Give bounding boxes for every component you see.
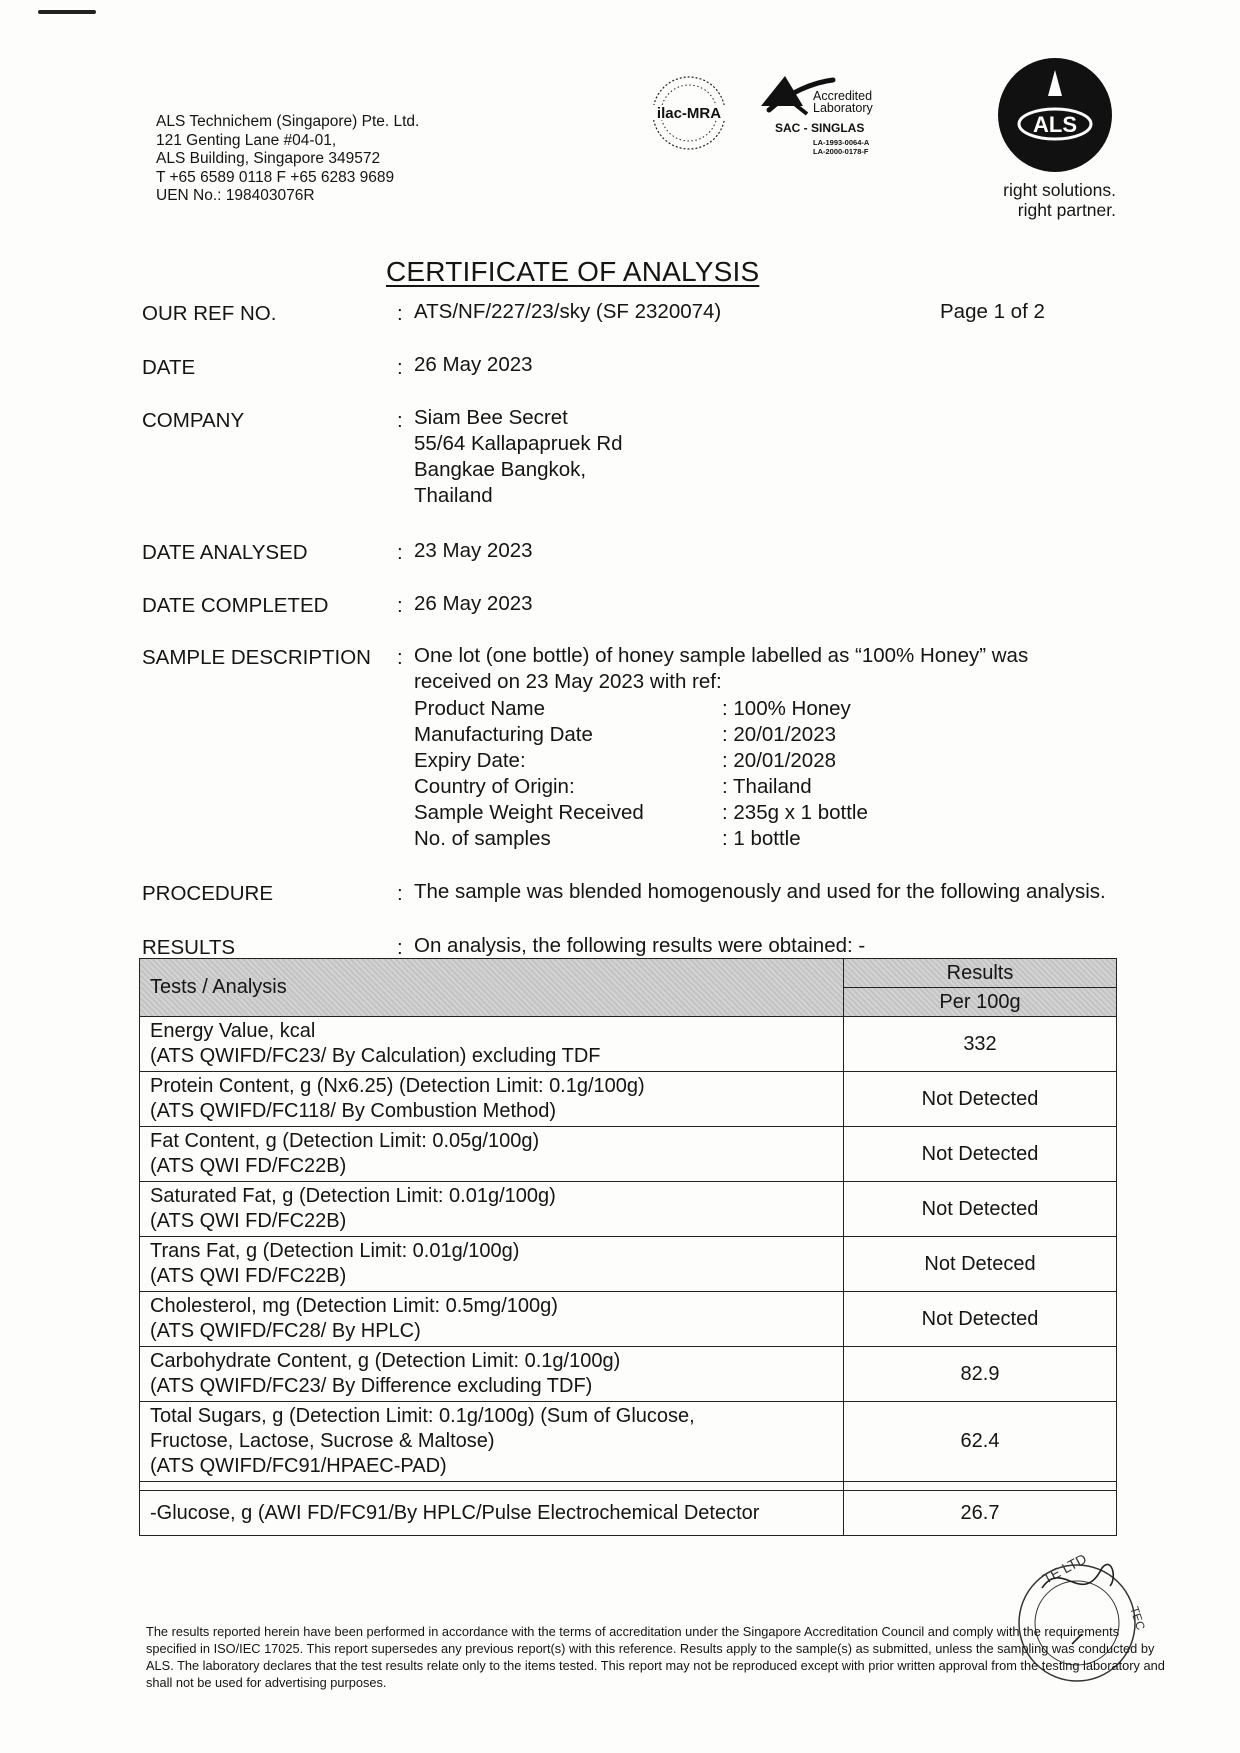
stamp-arc-text: TE LTD <box>1039 1550 1090 1587</box>
product-detail-value: : 235g x 1 bottle <box>722 801 868 824</box>
product-detail-value: : Thailand <box>722 775 812 798</box>
footer-disclaimer: The results reported herein have been performed in accordance with the terms of accreditation under the Singapore Accreditation Council and comply with the requirements specified in ISO/IEC 17025. This report supersedes any previous report(s) with this reference. Results apply to the sample(s) as submitted, unless the sampling was conducted by ALS. The laboratory declares that the test results relate only to the items tested. This report may not be reproduced except with prior written approval from the testing laboratory and shall not be used for advertising purposes. <box>146 1624 1165 1690</box>
table-spacer-row <box>140 1482 1117 1491</box>
results-label: RESULTS <box>142 936 236 959</box>
product-detail-key: Country of Origin: <box>414 775 575 798</box>
sac-code-1: LA-1993-0064-A <box>813 138 870 147</box>
header-per-100g: Per 100g <box>844 988 1117 1017</box>
company-value <box>414 405 623 509</box>
test-line: (ATS QWIFD/FC118/ By Combustion Method) <box>150 1100 557 1122</box>
test-result: Not Detected <box>844 1072 1117 1127</box>
test-name <box>140 1072 844 1127</box>
tagline-line-2: right partner. <box>1017 200 1116 220</box>
header-tests-analysis: Tests / Analysis <box>140 959 844 1017</box>
table-row <box>140 1237 1117 1292</box>
test-name <box>140 1182 844 1237</box>
product-detail-value: : 1 bottle <box>722 827 801 850</box>
test-line: Fat Content, g (Detection Limit: 0.05g/100g) <box>150 1130 540 1152</box>
test-name <box>140 1237 844 1292</box>
product-detail-key: No. of samples <box>414 827 551 850</box>
lab-phone-line: T +65 6589 0118 F +65 6283 9689 <box>156 168 395 186</box>
test-name <box>140 1017 844 1072</box>
product-detail-key: Sample Weight Received <box>414 801 644 824</box>
test-line: (ATS QWIFD/FC91/HPAEC-PAD) <box>150 1455 447 1477</box>
date-completed-label: DATE COMPLETED <box>142 594 329 617</box>
table-row <box>140 1402 1117 1482</box>
test-line: Energy Value, kcal <box>150 1020 316 1042</box>
test-line: (ATS QWI FD/FC22B) <box>150 1265 347 1287</box>
date-completed-value: 26 May 2023 <box>414 592 533 615</box>
header-results: Results <box>844 959 1117 988</box>
test-result: Not Detected <box>844 1292 1117 1347</box>
table-row <box>140 1292 1117 1347</box>
table-row <box>140 1017 1117 1072</box>
test-name <box>140 1491 844 1536</box>
results-table <box>139 958 1117 1536</box>
test-line: Total Sugars, g (Detection Limit: 0.1g/100g) (Sum of Glucose, <box>150 1405 695 1427</box>
sample-description-label: SAMPLE DESCRIPTION <box>142 646 371 669</box>
table-row <box>140 1491 1117 1536</box>
table-row <box>140 1347 1117 1402</box>
scan-mark <box>38 10 96 14</box>
date-analysed-value: 23 May 2023 <box>414 539 533 562</box>
colon: : <box>397 882 403 905</box>
page-number: Page 1 of 2 <box>940 300 1045 323</box>
colon: : <box>397 409 403 432</box>
test-line: (ATS QWI FD/FC22B) <box>150 1155 347 1177</box>
test-line: Trans Fat, g (Detection Limit: 0.01g/100g) <box>150 1240 520 1262</box>
certificate-title: CERTIFICATE OF ANALYSIS <box>386 256 760 287</box>
test-result: 26.7 <box>844 1491 1117 1536</box>
results-value: On analysis, the following results were obtained: - <box>414 934 866 957</box>
test-result: Not Deteced <box>844 1237 1117 1292</box>
colon: : <box>397 594 403 617</box>
ilac-mra-logo <box>648 72 730 154</box>
date-label: DATE <box>142 356 196 379</box>
procedure-value: The sample was blended homogenously and used for the following analysis. <box>414 880 1106 903</box>
lab-address-block <box>156 113 419 206</box>
test-line: (ATS QWIFD/FC28/ By HPLC) <box>150 1320 421 1342</box>
test-result: 62.4 <box>844 1402 1117 1482</box>
product-detail-key: Product Name <box>414 697 546 720</box>
our-ref-label: OUR REF NO. <box>142 302 277 325</box>
colon: : <box>397 936 403 959</box>
procedure-label: PROCEDURE <box>142 882 273 905</box>
test-line: Cholesterol, mg (Detection Limit: 0.5mg/100g) <box>150 1295 558 1317</box>
tagline-line-1: right solutions. <box>1003 180 1116 200</box>
table-row <box>140 1182 1117 1237</box>
test-result: Not Detected <box>844 1182 1117 1237</box>
sample-description-line-2: received on 23 May 2023 with ref: <box>414 670 722 693</box>
lab-address-line-1: 121 Genting Lane #04-01, <box>156 131 337 149</box>
ilac-text: ilac-MRA <box>656 105 722 122</box>
test-line: Saturated Fat, g (Detection Limit: 0.01g/100g) <box>150 1185 556 1207</box>
test-line: Carbohydrate Content, g (Detection Limit: 0.1g/100g) <box>150 1350 621 1372</box>
als-logo-text: ALS <box>1033 112 1077 137</box>
sample-description-line-1: One lot (one bottle) of honey sample labelled as “100% Honey” was <box>414 644 1029 667</box>
product-detail-key: Manufacturing Date <box>414 723 593 746</box>
table-row <box>140 1127 1117 1182</box>
test-result: 82.9 <box>844 1347 1117 1402</box>
test-line: Fructose, Lactose, Sucrose & Maltose) <box>150 1430 495 1452</box>
sac-singlas-text: SAC - SINGLAS <box>775 121 865 135</box>
test-line: (ATS QWIFD/FC23/ By Calculation) excluding TDF <box>150 1045 601 1067</box>
colon: : <box>397 646 403 669</box>
test-result: 332 <box>844 1017 1117 1072</box>
als-tagline <box>960 180 1116 220</box>
lab-name: ALS Technichem (Singapore) Pte. Ltd. <box>156 113 420 130</box>
sac-code-2: LA-2000-0178-F <box>813 147 869 156</box>
our-ref-value: ATS/NF/227/23/sky (SF 2320074) <box>414 300 722 323</box>
test-line: -Glucose, g (AWI FD/FC91/By HPLC/Pulse Electrochemical Detector <box>150 1501 760 1524</box>
product-detail-value: : 20/01/2023 <box>722 723 836 746</box>
test-name <box>140 1292 844 1347</box>
test-result: Not Detected <box>844 1127 1117 1182</box>
test-name <box>140 1127 844 1182</box>
lab-address-line-2: ALS Building, Singapore 349572 <box>156 150 381 167</box>
product-detail-key: Expiry Date: <box>414 749 526 772</box>
company-line-3: Bangkae Bangkok, <box>414 458 587 481</box>
test-line: (ATS QWIFD/FC23/ By Difference excluding TDF) <box>150 1375 593 1397</box>
sac-accredited: Accredited <box>813 89 873 103</box>
test-line: Protein Content, g (Nx6.25) (Detection Limit: 0.1g/100g) <box>150 1075 645 1097</box>
colon: : <box>397 356 403 379</box>
product-detail-value: : 20/01/2028 <box>722 749 836 772</box>
date-analysed-label: DATE ANALYSED <box>142 541 308 564</box>
colon: : <box>397 541 403 564</box>
lab-uen: UEN No.: 198403076R <box>156 187 315 204</box>
stamp-side-text: TEC <box>1127 1604 1148 1632</box>
date-value: 26 May 2023 <box>414 353 533 376</box>
colon: : <box>397 302 403 325</box>
test-name <box>140 1402 844 1482</box>
company-line-2: 55/64 Kallapapruek Rd <box>414 432 623 455</box>
product-detail-value: : 100% Honey <box>722 697 851 720</box>
company-label: COMPANY <box>142 409 245 432</box>
sample-description-value <box>414 643 1028 695</box>
als-logo <box>996 56 1114 174</box>
test-name <box>140 1347 844 1402</box>
test-line: (ATS QWI FD/FC22B) <box>150 1210 347 1232</box>
company-line-1: Siam Bee Secret <box>414 406 568 429</box>
table-row <box>140 1072 1117 1127</box>
company-line-4: Thailand <box>414 484 493 507</box>
sac-singlas-logo <box>755 62 885 162</box>
sac-laboratory: Laboratory <box>813 101 873 115</box>
